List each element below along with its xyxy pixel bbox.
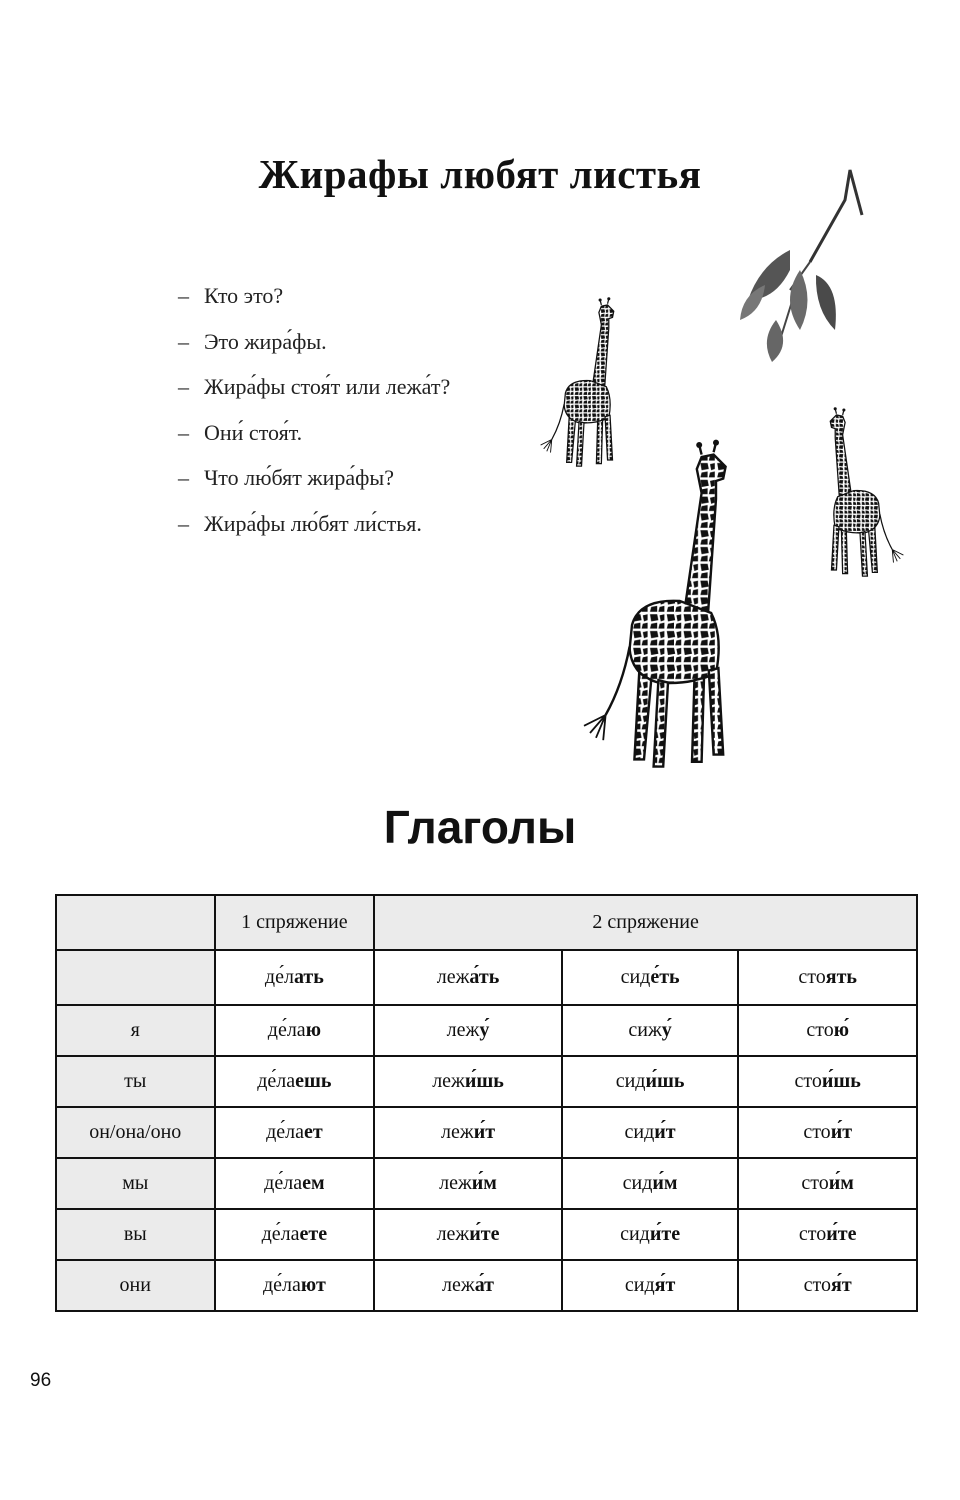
- giraffe-icon: [584, 440, 726, 767]
- pronoun-cell: он/она/оно: [56, 1107, 215, 1158]
- verb-form-cell: стоя́т: [738, 1260, 917, 1311]
- dialogue-line: – Кто это?: [178, 283, 284, 308]
- pronoun-cell: ты: [56, 1056, 215, 1107]
- table-corner-cell: [56, 895, 215, 950]
- table-row: [56, 1260, 917, 1311]
- verb-form-cell: лежи́шь: [374, 1056, 562, 1107]
- verb-form-cell: лежи́т: [374, 1107, 562, 1158]
- verb-form-cell: сижу́: [562, 1005, 739, 1056]
- dialogue-line: – Жира́фы лю́бят ли́стья.: [178, 510, 422, 536]
- verb-form-cell: сиди́т: [562, 1107, 739, 1158]
- verb-form-cell: стои́т: [738, 1107, 917, 1158]
- table-row: [56, 1107, 917, 1158]
- birch-branch-icon: [740, 170, 862, 362]
- verb-form-cell: стои́шь: [738, 1056, 917, 1107]
- verb-form-cell: де́лают: [215, 1260, 375, 1311]
- giraffe-icon: [541, 297, 614, 466]
- page-title: Жирафы любят листья: [258, 151, 702, 197]
- pronoun-cell: они: [56, 1260, 215, 1311]
- table-row: [56, 1056, 917, 1107]
- dialogue-line: – Что лю́бят жира́фы?: [178, 465, 394, 490]
- page-number: 96: [30, 1370, 52, 1391]
- verb-form-cell: стою́: [738, 1005, 917, 1056]
- conjugation-2-header: 2 спряжение: [374, 895, 917, 950]
- verb-form-cell: лежи́те: [374, 1209, 562, 1260]
- verb-form-cell: лежу́: [374, 1005, 562, 1056]
- table-corner-cell: [56, 950, 215, 1005]
- verb-form-cell: лежа́т: [374, 1260, 562, 1311]
- dialogue-line: – Это жира́фы.: [178, 328, 327, 354]
- infinitive-row: [56, 950, 917, 1005]
- dialogue-line: – Жира́фы стоя́т или лежа́т?: [178, 374, 451, 399]
- pronoun-cell: вы: [56, 1209, 215, 1260]
- conjugation-1-header: 1 спряжение: [215, 895, 375, 950]
- table-row: [56, 1158, 917, 1209]
- section-title: Глаголы: [383, 801, 577, 853]
- infinitive-cell: лежа́ть: [374, 950, 562, 1005]
- verb-form-cell: стои́м: [738, 1158, 917, 1209]
- conjugation-table: [55, 894, 918, 1312]
- pronoun-cell: мы: [56, 1158, 215, 1209]
- verb-form-cell: де́лает: [215, 1107, 375, 1158]
- infinitive-cell: сиде́ть: [562, 950, 739, 1005]
- verb-form-cell: сиди́м: [562, 1158, 739, 1209]
- verb-form-cell: де́лаю: [215, 1005, 375, 1056]
- table-row: [56, 1209, 917, 1260]
- dialogue-line: – Они́ стоя́т.: [178, 419, 303, 445]
- infinitive-cell: де́лать: [215, 950, 375, 1005]
- verb-form-cell: де́лаем: [215, 1158, 375, 1209]
- giraffe-icon: [830, 407, 903, 576]
- verb-form-cell: сиди́те: [562, 1209, 739, 1260]
- table-header-row: [56, 895, 917, 950]
- verb-form-cell: стои́те: [738, 1209, 917, 1260]
- verb-form-cell: сиди́шь: [562, 1056, 739, 1107]
- verb-form-cell: сидя́т: [562, 1260, 739, 1311]
- verb-form-cell: де́лаешь: [215, 1056, 375, 1107]
- pronoun-cell: я: [56, 1005, 215, 1056]
- infinitive-cell: стоять: [738, 950, 917, 1005]
- verb-form-cell: лежи́м: [374, 1158, 562, 1209]
- verb-form-cell: де́лаете: [215, 1209, 375, 1260]
- table-row: [56, 1005, 917, 1056]
